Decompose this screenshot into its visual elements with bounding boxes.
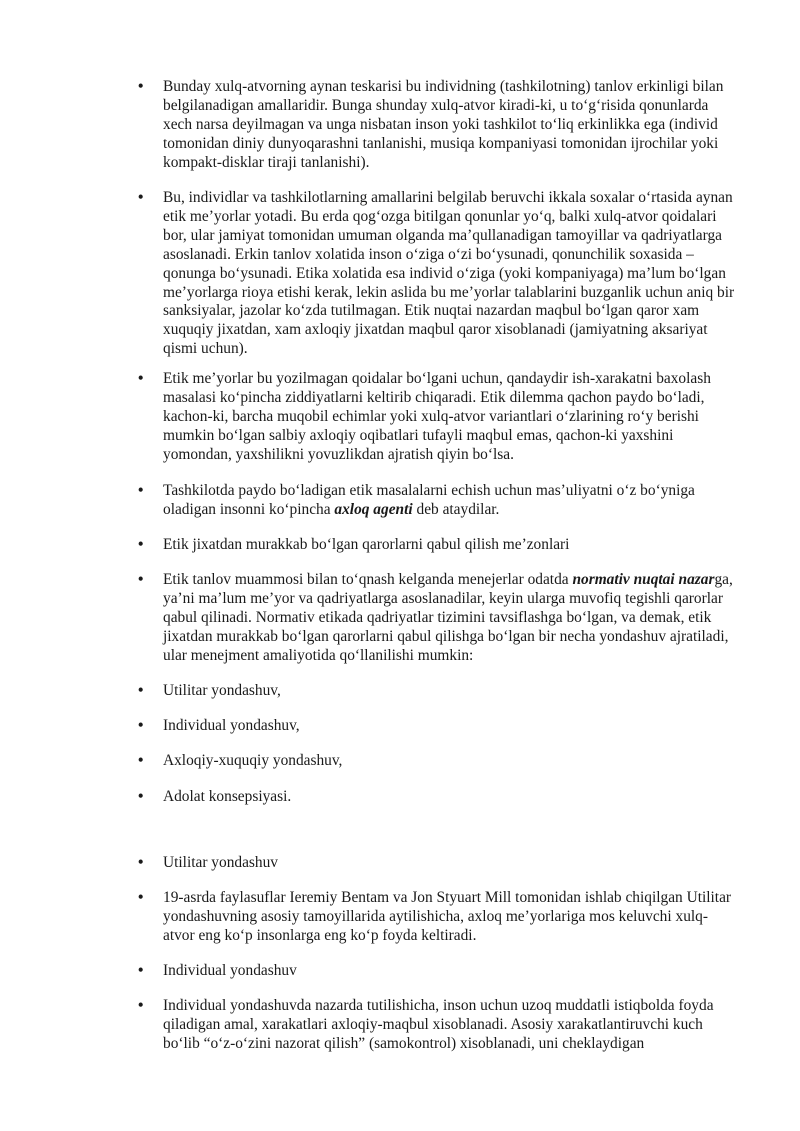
paragraph-text	[163, 482, 738, 520]
text-run: Bunday xulq-atvorning aynan teskarisi bu individning (tashkilotning)	[163, 78, 595, 95]
bold-text: Utilitar yondashuv	[163, 889, 732, 925]
paragraph-text	[163, 571, 738, 666]
bold-text: tanlov erkinligi	[594, 78, 689, 95]
section-heading-item	[138, 962, 738, 981]
text-run: , ular menejment amaliyotida qo‘llanilishi mumkin:	[163, 627, 729, 664]
text-run: ning asosiy tamoyillarida aytilishicha, axloq me’yorlariga mos keluvchi xulq-atvor eng ko‘p insonlarga eng ko‘p foyda keltiradi.	[163, 907, 708, 944]
text-run: bilan belgilanadigan amallaridir. Bunga shunday xulq-atvor kiradi-ki, u to‘g‘risida qonunlarda xech narsa deyilmagan va unga nisbatan inson yoki tashkilot to‘liq erkinlikka ega (individ tomonidan diniy dunyoqarashni tanlanishi, musiqa kompaniyasi tomonidan ijrochilar yoki kompakt-disklar tiraji tanlanishi).	[163, 78, 724, 171]
bullet-icon: •	[138, 370, 144, 387]
list-item	[138, 889, 738, 946]
text-run: Bu, individlar va tashkilotlarning amallarini belgilab beruvchi ikkala soxalar o‘rtasida aynan	[163, 189, 733, 206]
bullet-icon: •	[138, 571, 144, 588]
bullet-icon: •	[138, 854, 144, 871]
section-heading	[163, 854, 738, 873]
text-run: Adolat konsepsiyasi.	[163, 788, 292, 805]
bold-text: Etik me’yorlar bu yozilmagan qoidalar	[163, 370, 403, 387]
text-run: Utilitar yondashuv,	[163, 682, 281, 699]
bullet-icon: •	[138, 752, 144, 769]
text-run: Tashkilotda paydo bo‘ladigan etik masalalarni echish uchun mas’uliyatni o‘z bo‘yniga oladigan insonni ko‘pincha	[163, 482, 695, 518]
text-run: ga, ya’ni ma’lum me’yor va qadriyatlarga asoslanadilar, keyin ularga muvofiq tegishli qarorlar qabul qilinadi. Normativ etikada qadriyatlar tizimini tavsiflashga bo‘lgan, va demak, etik jixatdan murakkab bo‘lgan qarorlarni qabul qilishga bo‘lgan bir necha	[163, 571, 733, 645]
bullet-icon: •	[138, 889, 144, 906]
paragraph-text	[163, 78, 738, 173]
bullet-icon: •	[138, 78, 144, 95]
paragraph-text	[163, 889, 738, 946]
bullet-icon: •	[138, 482, 144, 499]
text-run: yotadi. Bu erda qog‘ozga bitilgan qonunlar yo‘q, balki xulq-atvor qoidalari bor, ular jamiyat tomonidan umuman olganda ma’qullanadigan tamoyillar va qadriyatlarga asoslanadi. Erkin tanlov xolatida inson o‘ziga o‘zi bo‘ysunadi, qonunchilik soxasida – qonunga bo‘ysunadi. Etika xolatida esa individ o‘ziga (yoki kompaniyaga) ma’lum bo‘lgan me’yorlarga rioya etishi kerak, lekin aslida bu me’yorlar talablarini buzganlik uchun aniq bir sanksiyalar, jazolar ko‘zda tutilmagan. Etik nuqtai nazardan maqbul bo‘lgan qaror xam xuquqiy jixatdan, xam axloqiy jixatdan maqbul qaror xisoblanadi (jamiyatning aksariyat qismi uchun).	[163, 207, 735, 358]
section-heading-item	[138, 536, 738, 555]
list-item	[138, 752, 738, 771]
bullet-icon: •	[138, 962, 144, 979]
bullet-icon: •	[138, 717, 144, 734]
list-item	[138, 997, 738, 1054]
section-heading-item	[138, 854, 738, 873]
bold-text: Individual yondashuv	[163, 962, 297, 979]
list-item	[138, 370, 738, 465]
section-heading	[163, 536, 738, 555]
text-run: Etik tanlov muammosi bilan to‘qnash kelganda menejerlar odatda	[163, 571, 573, 588]
text-run: 19-asrda faylasuflar Ieremiy Bentam va Jon Styuart Mill tomonidan ishlab chiqilgan	[163, 889, 687, 906]
bullet-icon: •	[138, 682, 144, 699]
text-run: deb ataydilar.	[412, 500, 500, 518]
list-item	[138, 482, 738, 520]
approach-item	[163, 717, 738, 736]
bullet-icon: •	[138, 189, 144, 206]
list-item	[138, 189, 738, 359]
list-item	[138, 571, 738, 666]
text-run: da nazarda tutilishicha, inson uchun uzoq muddatli istiqbolda foyda qiladigan amal, xarakatlari axloqiy-maqbul xisoblanadi. Asosiy xarakatlantiruvchi kuch bo‘lib “o‘z-o‘zini nazorat qilish” (samokontrol) xisoblanadi, uni cheklaydigan	[163, 997, 714, 1052]
section-heading	[163, 962, 738, 981]
paragraph-text	[163, 370, 738, 465]
bullet-icon: •	[138, 536, 144, 553]
bullet-icon: •	[138, 997, 144, 1014]
approach-item	[163, 752, 738, 771]
text-run: bo‘lgani uchun, qandaydir ish-xarakatni baxolash masalasi ko‘pincha ziddiyatlarni keltirib chiqaradi. Etik dilemma qachon paydo bo‘ladi, kachon-ki, barcha muqobil echimlar yoki xulq-atvor variantlari o‘zlarining ro‘y berishi mumkin bo‘lgan salbiy axloqiy oqibatlari tufayli maqbul emas, qachon-ki yaxshini yomondan, yaxshilikni yovuzlikdan ajratish qiyin bo‘lsa.	[163, 370, 711, 463]
bold-text: Etik jixatdan murakkab bo‘lgan qarorlarni qabul qilish me’zonlari	[163, 536, 570, 553]
list-item	[138, 682, 738, 701]
bold-text: yondashuv ajratiladi	[599, 627, 725, 645]
bold-text: Utilitar yondashuv	[163, 854, 278, 871]
text-run: Individual yondashuv,	[163, 717, 300, 734]
list-item	[138, 717, 738, 736]
bold-italic-text: axloq agenti	[334, 500, 413, 518]
text-run: Axloqiy-xuquqiy yondashuv,	[163, 752, 343, 769]
list-item	[138, 788, 738, 807]
approach-item	[163, 682, 738, 701]
bullet-icon: •	[138, 788, 144, 805]
approach-item	[163, 788, 738, 807]
bold-text: Individual yondashuv	[163, 997, 297, 1014]
bold-italic-text: normativ nuqtai nazar	[572, 571, 715, 588]
paragraph-text	[163, 189, 738, 359]
bold-text: etik me’yorlar	[163, 207, 251, 225]
paragraph-text	[163, 997, 738, 1054]
list-item	[138, 78, 738, 173]
